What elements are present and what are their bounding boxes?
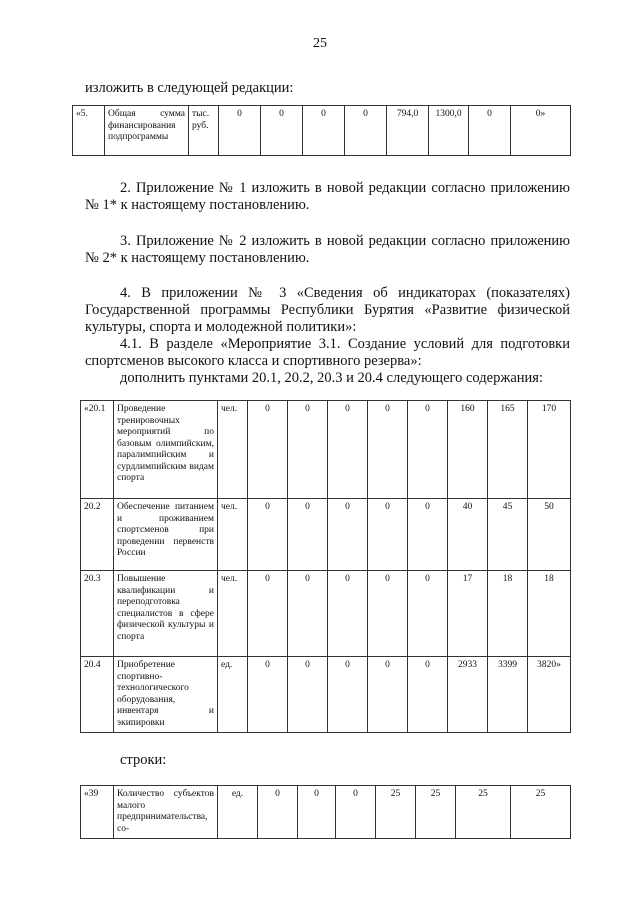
- table-cell: 25: [416, 786, 456, 839]
- table-cell: 20.2: [81, 499, 114, 571]
- table-cell: 0: [368, 401, 408, 499]
- table-cell: Общая сумма финансирования подпрограммы: [105, 106, 189, 156]
- table-cell: 0: [288, 571, 328, 657]
- table-cell: 3399: [488, 657, 528, 733]
- table-cell: 0: [219, 106, 261, 156]
- paragraph-4-1-addition: дополнить пунктами 20.1, 20.2, 20.3 и 20.4 следующего содержания:: [120, 370, 543, 386]
- table-cell: 45: [488, 499, 528, 571]
- table-row: [81, 657, 571, 733]
- table-cell: 0: [261, 106, 303, 156]
- table-row: [81, 401, 571, 499]
- rows-label: строки:: [120, 752, 167, 768]
- table-cell: чел.: [218, 499, 248, 571]
- table-cell: 2933: [448, 657, 488, 733]
- table-cell: Проведение тренировочных мероприятий по базовым олимпийским, паралимпийским и сурдлимпийским видам спорта: [114, 401, 218, 499]
- table-cell: 0: [368, 499, 408, 571]
- table-cell: «20.1: [81, 401, 114, 499]
- table-cell: 0: [298, 786, 336, 839]
- table-cell: 25: [511, 786, 571, 839]
- table-cell: 0: [408, 657, 448, 733]
- table-cell: Приобретение спортивно-технологического оборудования, инвентаря и экипировки: [114, 657, 218, 733]
- table-row: [81, 499, 571, 571]
- table-cell: 160: [448, 401, 488, 499]
- table-cell: 0: [288, 401, 328, 499]
- table-cell: 165: [488, 401, 528, 499]
- paragraph-4-1: 4.1. В разделе «Мероприятие 3.1. Создание условий для подготовки спортсменов высокого класса и спортивного резерва»:: [85, 336, 570, 369]
- table-cell: 0: [303, 106, 345, 156]
- table-indicators: [80, 400, 571, 733]
- paragraph-2: 2. Приложение № 1 изложить в новой редакции согласно приложению № 1* к настоящему постановлению.: [85, 180, 570, 213]
- table-cell: 0: [368, 657, 408, 733]
- table-row: [81, 786, 571, 839]
- table-cell: «5.: [73, 106, 105, 156]
- table-cell: 0: [258, 786, 298, 839]
- table-cell: 0»: [511, 106, 571, 156]
- table-cell: 0: [368, 571, 408, 657]
- table-cell: 0: [328, 401, 368, 499]
- table-cell: 0: [248, 401, 288, 499]
- table-cell: 17: [448, 571, 488, 657]
- table-cell: 0: [328, 499, 368, 571]
- table-cell: Количество субъектов малого предпринимательства, со-: [114, 786, 218, 839]
- table-cell: 0: [408, 401, 448, 499]
- table-cell: ед.: [218, 786, 258, 839]
- table-cell: 0: [288, 657, 328, 733]
- table-cell: 40: [448, 499, 488, 571]
- table-cell: 0: [336, 786, 376, 839]
- table-cell: 0: [248, 571, 288, 657]
- table-cell: 25: [456, 786, 511, 839]
- table-cell: 0: [248, 657, 288, 733]
- table-cell: 50: [528, 499, 571, 571]
- table-cell: тыс. руб.: [189, 106, 219, 156]
- table-cell: 0: [248, 499, 288, 571]
- page-number: 25: [313, 36, 327, 51]
- table-cell: 20.4: [81, 657, 114, 733]
- table-cell: ед.: [218, 657, 248, 733]
- intro-line: изложить в следующей редакции:: [85, 80, 294, 96]
- paragraph-4: 4. В приложении № 3 «Сведения об индикаторах (показателях) Государственной программы Республики Бурятия «Развитие физической культуры, спорта и молодежной политики»:: [85, 285, 570, 335]
- table-cell: 0: [408, 571, 448, 657]
- table-row: [81, 571, 571, 657]
- paragraph-3: 3. Приложение № 2 изложить в новой редакции согласно приложению № 2* к настоящему постановлению.: [85, 233, 570, 266]
- table-row-39: [80, 785, 571, 839]
- table-cell: 170: [528, 401, 571, 499]
- table-cell: Обеспечение питанием и проживанием спортсменов при проведении первенств России: [114, 499, 218, 571]
- table-cell: 18: [528, 571, 571, 657]
- table-row: [73, 106, 571, 156]
- table-cell: чел.: [218, 401, 248, 499]
- table-cell: 0: [328, 657, 368, 733]
- table-cell: 0: [328, 571, 368, 657]
- table-cell: 794,0: [387, 106, 429, 156]
- table-cell: чел.: [218, 571, 248, 657]
- table-cell: 0: [469, 106, 511, 156]
- table-cell: 1300,0: [429, 106, 469, 156]
- table-cell: Повышение квалификации и переподготовка специалистов в сфере физической культуры и спорта: [114, 571, 218, 657]
- table-cell: 0: [288, 499, 328, 571]
- table-cell: 0: [345, 106, 387, 156]
- table-cell: 18: [488, 571, 528, 657]
- table-cell: 0: [408, 499, 448, 571]
- table-financing: [72, 105, 571, 156]
- table-cell: 20.3: [81, 571, 114, 657]
- table-cell: «39: [81, 786, 114, 839]
- table-cell: 3820»: [528, 657, 571, 733]
- table-cell: 25: [376, 786, 416, 839]
